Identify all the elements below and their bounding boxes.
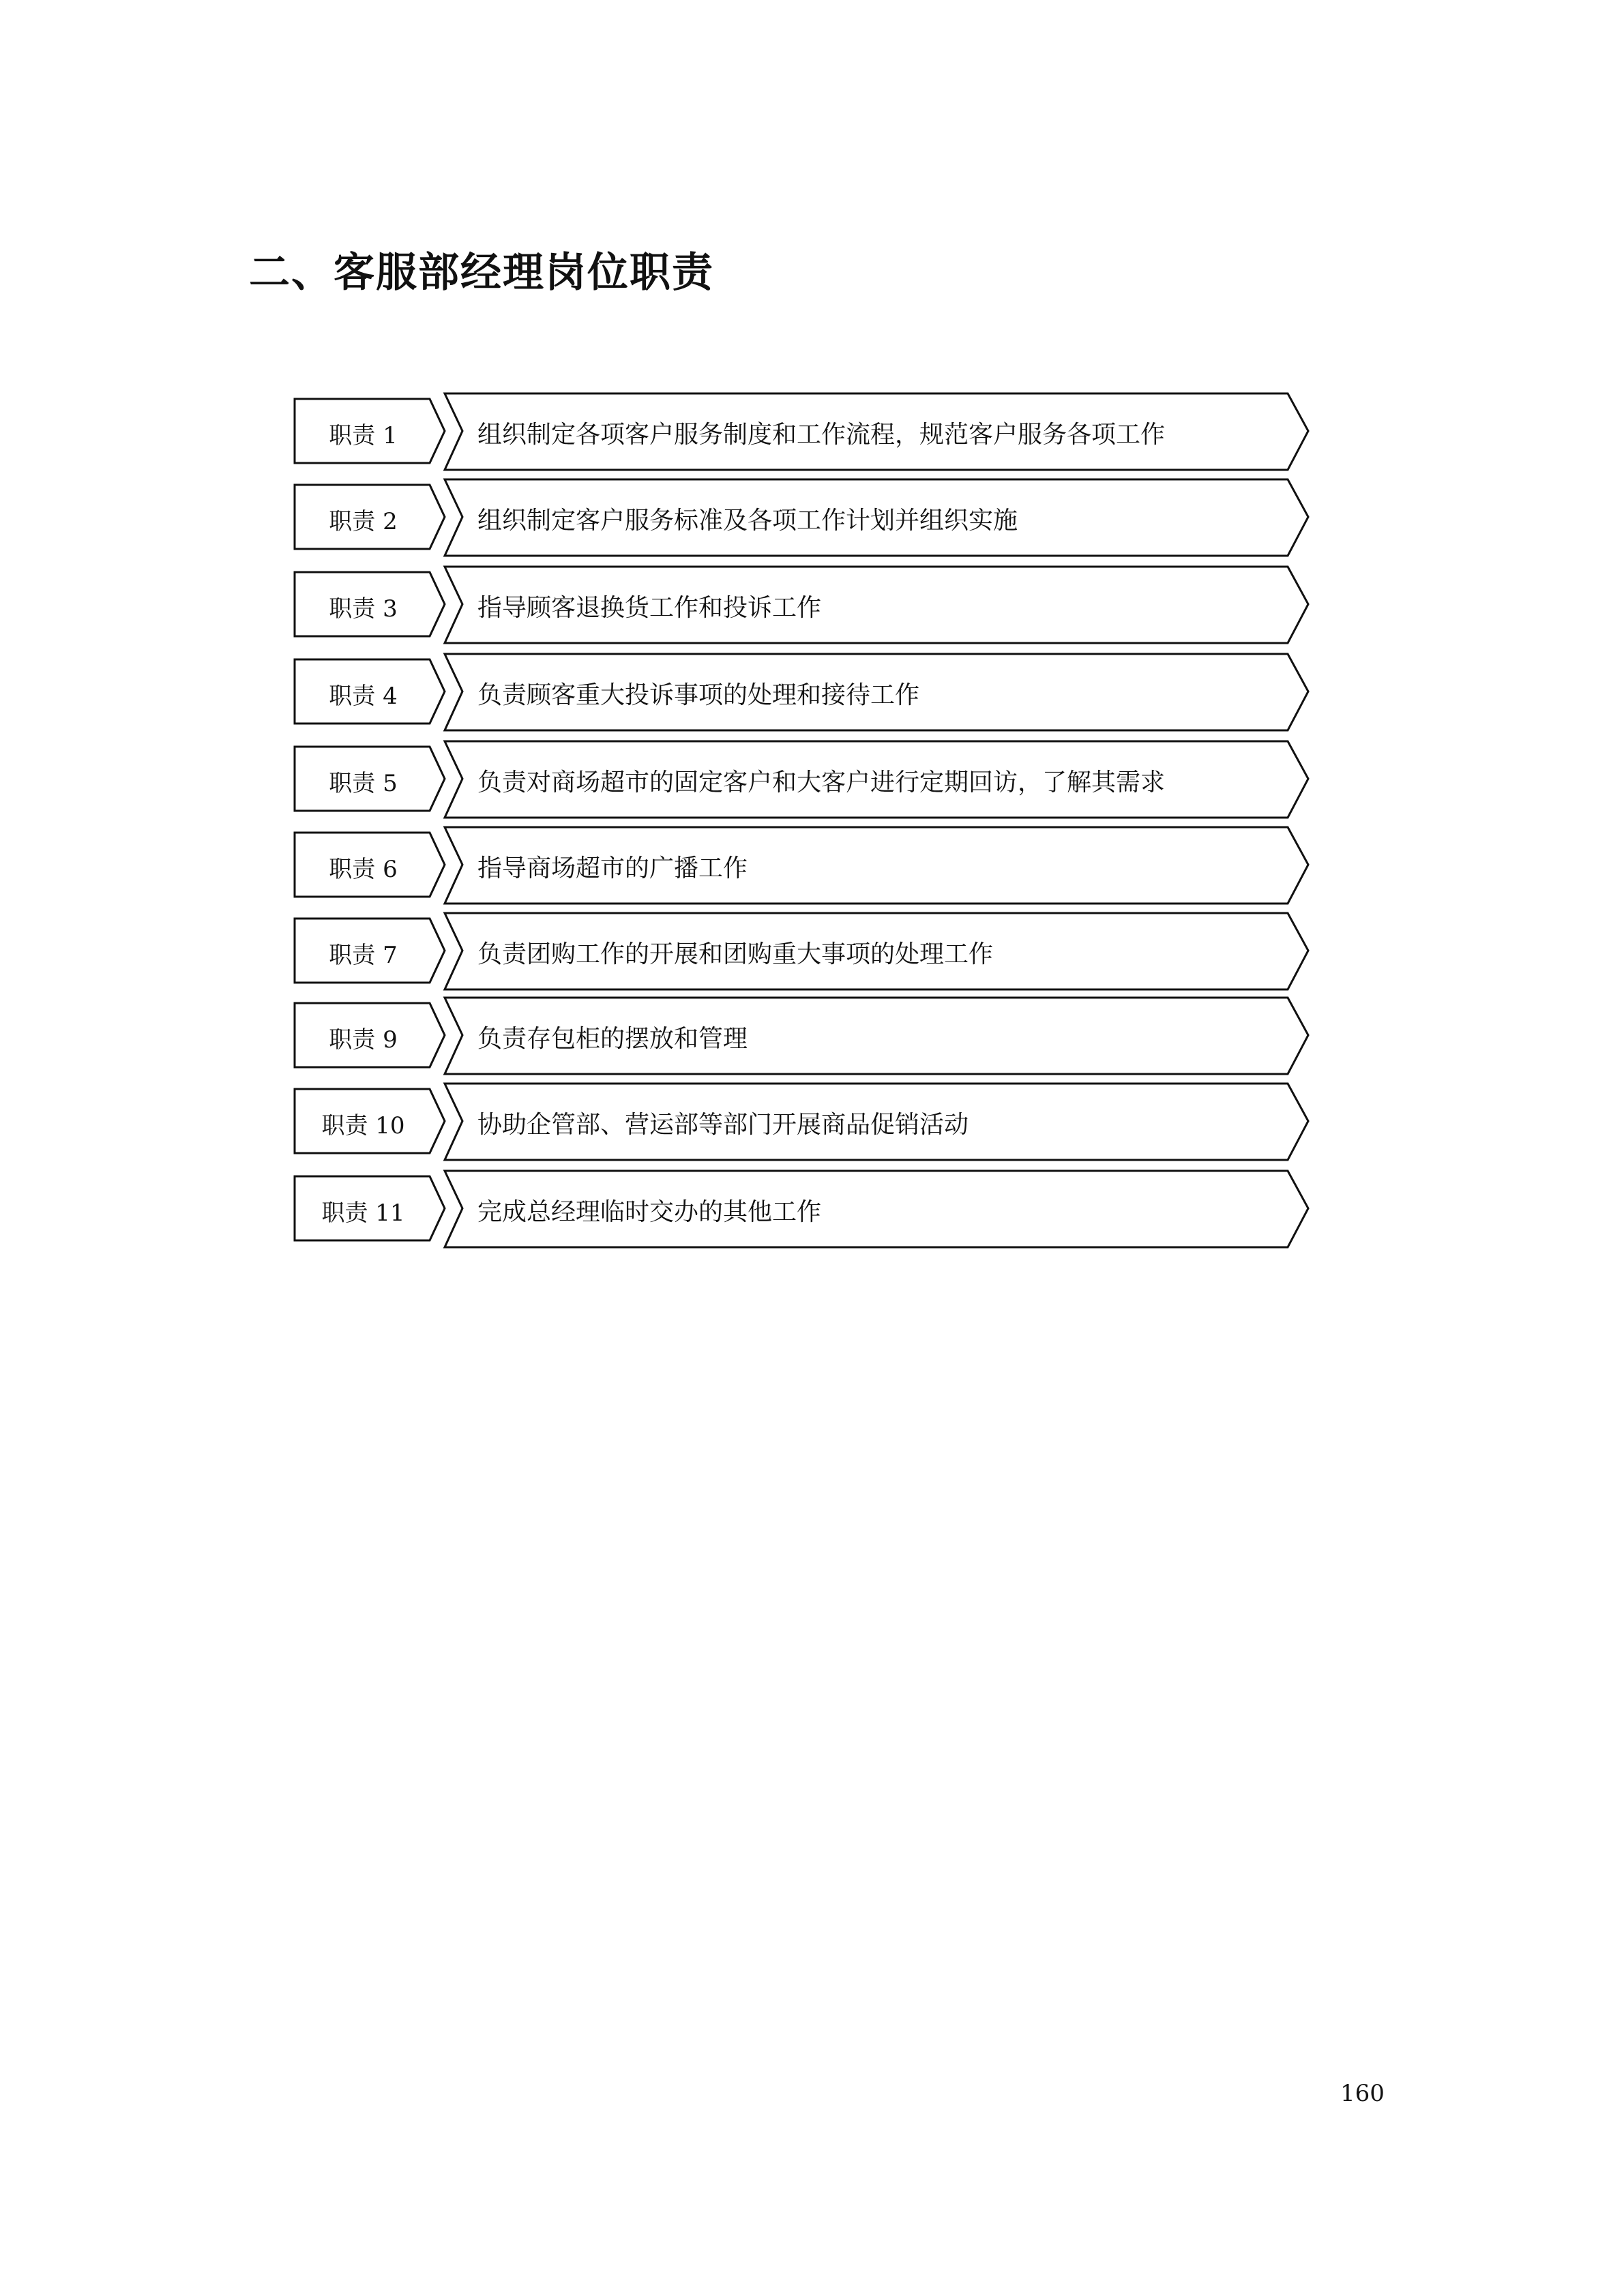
duty-row — [293, 1169, 1310, 1250]
duty-text: 负责顾客重大投诉事项的处理和接待工作 — [477, 681, 920, 709]
duty-row — [293, 740, 1310, 820]
duty-text: 完成总经理临时交办的其他工作 — [477, 1197, 822, 1226]
duty-row-shapes — [293, 826, 1310, 906]
duty-row — [293, 826, 1310, 906]
duty-text: 指导顾客退换货工作和投诉工作 — [477, 593, 822, 622]
duty-label: 职责 6 — [329, 855, 398, 883]
duty-text: 负责存包柜的摆放和管理 — [477, 1024, 748, 1053]
duty-label: 职责 5 — [329, 769, 398, 797]
duty-label: 职责 10 — [321, 1112, 405, 1139]
duty-row — [293, 478, 1310, 558]
duty-label: 职责 9 — [329, 1026, 398, 1054]
duty-row — [293, 1082, 1310, 1163]
duty-label: 职责 2 — [329, 507, 398, 535]
duty-row — [293, 996, 1310, 1077]
duty-label: 职责 1 — [329, 421, 398, 449]
duty-label: 职责 3 — [329, 595, 398, 623]
duty-text: 协助企管部、营运部等部门开展商品促销活动 — [477, 1110, 969, 1139]
duty-label: 职责 7 — [329, 941, 398, 969]
duty-label: 职责 11 — [321, 1199, 405, 1227]
duty-row — [293, 565, 1310, 646]
duty-text: 负责团购工作的开展和团购重大事项的处理工作 — [477, 940, 994, 968]
duty-label: 职责 4 — [329, 682, 398, 710]
page-number: 160 — [1340, 2080, 1385, 2107]
duty-text: 组织制定客户服务标准及各项工作计划并组织实施 — [477, 506, 1018, 535]
duty-row — [293, 392, 1310, 473]
duty-text: 组织制定各项客户服务制度和工作流程，规范客户服务各项工作 — [477, 420, 1166, 449]
page-title: 二、客服部经理岗位职责 — [249, 249, 714, 297]
duty-row — [293, 912, 1310, 992]
duty-row — [293, 653, 1310, 733]
duty-text: 指导商场超市的广播工作 — [477, 854, 748, 882]
duty-text: 负责对商场超市的固定客户和大客户进行定期回访，了解其需求 — [477, 768, 1166, 796]
duty-row-shapes — [293, 996, 1310, 1077]
duty-list — [293, 392, 1310, 1258]
